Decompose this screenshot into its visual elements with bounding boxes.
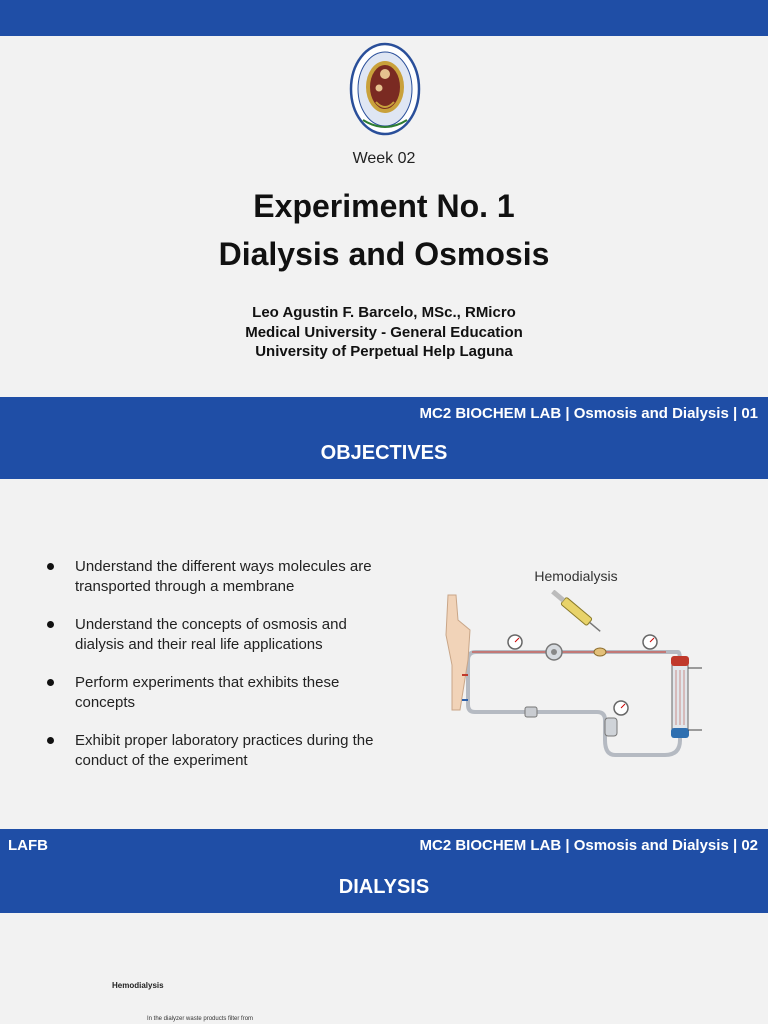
hemodialysis-figure-title: Hemodialysis (534, 568, 618, 584)
author-name: Leo Agustin F. Barcelo, MSc., RMicro (252, 304, 516, 321)
author-department: Medical University - General Education (245, 324, 523, 341)
bullet-icon (47, 737, 54, 744)
objective-text: Understand the concepts of osmosis and dialysis and their real life applications (75, 616, 347, 653)
objective-text: Exhibit proper laboratory practices during the conduct of the experiment (75, 732, 374, 769)
dialysis-heading: DIALYSIS (338, 876, 430, 898)
experiment-number-title: Experiment No. 1 (253, 188, 515, 224)
top-header-band (0, 0, 768, 36)
objectives-heading: OBJECTIVES (320, 442, 448, 464)
hemodialysis-figure (440, 560, 750, 765)
air-trap-icon (605, 718, 617, 736)
saline-bag-icon (525, 707, 537, 717)
dialysis-figure-heading: Hemodialysis (112, 981, 164, 990)
objective-text: Understand the different ways molecules are transported through a membrane (75, 558, 372, 595)
experiment-name-title: Dialysis and Osmosis (218, 236, 550, 272)
slide-footer-02: MC2 BIOCHEM LAB | Osmosis and Dialysis | 02 (419, 837, 758, 854)
objective-item (44, 615, 384, 654)
objectives-header-band (0, 397, 768, 479)
author-school: University of Perpetual Help Laguna (255, 343, 513, 360)
dialysis-figure-text: In the dialyzer waste products filter from (147, 1016, 254, 1022)
arterial-pressure-gauge-icon (508, 635, 522, 649)
week-label: Week 02 (352, 150, 416, 167)
slide-footer-01: MC2 BIOCHEM LAB | Osmosis and Dialysis | 01 (419, 405, 758, 422)
dialysate-pressure-gauge-icon (643, 635, 657, 649)
bullet-icon (47, 679, 54, 686)
objective-item (44, 731, 384, 770)
author-initials-label: LAFB (8, 837, 48, 854)
blood-line-out (468, 652, 666, 685)
hemodialysis-diagram (440, 590, 750, 765)
blood-line-return (468, 685, 680, 755)
venous-pressure-gauge-icon (614, 701, 628, 715)
blood-pump-icon (546, 644, 562, 660)
objective-item (44, 557, 384, 596)
bullet-icon (47, 621, 54, 628)
objectives-list (44, 557, 384, 789)
university-seal-icon (349, 42, 421, 136)
dialysis-header-band (0, 829, 768, 913)
objective-item (44, 673, 384, 712)
heparin-syringe-icon (550, 590, 603, 635)
objective-text: Perform experiments that exhibits these concepts (75, 674, 340, 711)
dialyzer-icon (671, 656, 689, 738)
bullet-icon (47, 563, 54, 570)
